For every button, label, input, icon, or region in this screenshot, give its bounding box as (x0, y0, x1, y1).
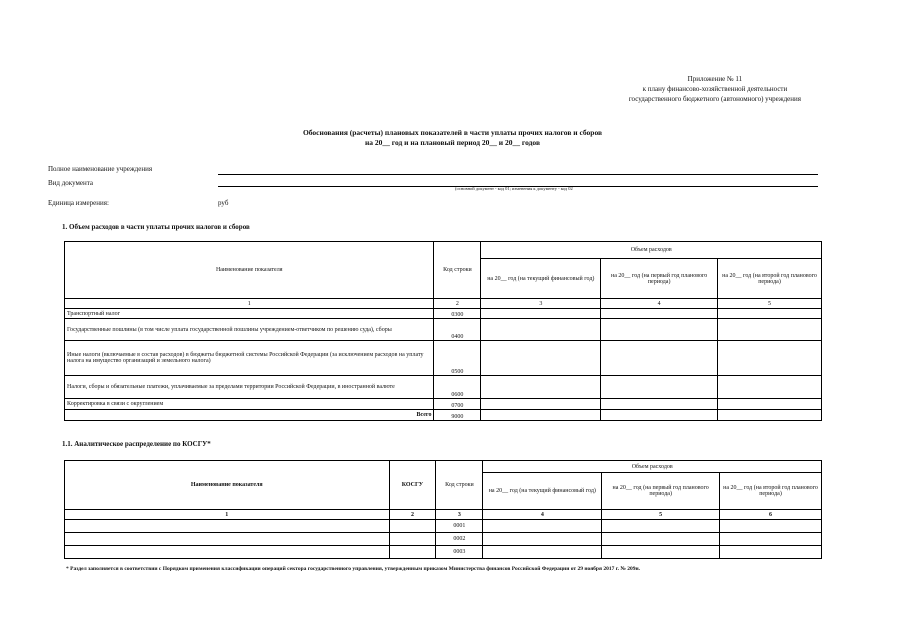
appendix-note (629, 74, 801, 104)
value-cell[interactable] (601, 309, 718, 319)
value-cell[interactable] (481, 341, 601, 376)
org-name-label: Полное наименование учреждения (48, 165, 153, 173)
title-line-2: на 20__ год и на плановый период 20__ и 20__ годов (364, 138, 541, 147)
value-cell[interactable] (718, 399, 822, 410)
value-cell[interactable] (720, 546, 822, 559)
value-cell[interactable] (718, 376, 822, 399)
total-label: Всего (65, 410, 434, 421)
name-cell[interactable] (65, 546, 390, 559)
kosgu-cell[interactable] (389, 533, 436, 546)
value-cell[interactable] (481, 410, 601, 421)
row-code: 0001 (436, 520, 483, 533)
value-cell[interactable] (718, 341, 822, 376)
appendix-number: Приложение № 11 (687, 75, 743, 83)
kosgu-table (64, 460, 822, 559)
row-code: 0500 (434, 341, 481, 376)
value-cell[interactable] (718, 319, 822, 341)
table-row (65, 341, 822, 376)
col-header-kosgu: КОСГУ (389, 461, 436, 510)
table-row (65, 309, 822, 319)
section2-heading: 1.1. Аналитическое распределение по КОСГУ* (62, 440, 211, 448)
title-line-1: Обоснования (расчеты) плановых показателей в части уплаты прочих налогов и сборов (302, 128, 603, 137)
value-cell[interactable] (720, 520, 822, 533)
value-cell[interactable] (602, 520, 720, 533)
col-number: 1 (65, 299, 434, 309)
section1-heading: 1. Объем расходов в части уплаты прочих налогов и сборов (62, 223, 250, 231)
col-number: 6 (720, 510, 822, 520)
col-header-year2: на 20__ год (на первый год планового периода) (602, 473, 720, 510)
col-number: 5 (602, 510, 720, 520)
org-name-field[interactable] (218, 174, 818, 175)
name-cell[interactable] (65, 520, 390, 533)
value-cell[interactable] (601, 399, 718, 410)
row-name: Иные налоги (включаемые в состав расходов) в бюджеты бюджетной системы Российской Федерации (за исключением расходов на уплату налога на имущество организаций и земельного налога) (65, 341, 434, 376)
value-cell[interactable] (481, 399, 601, 410)
col-header-group: Объем расходов (481, 242, 822, 259)
kosgu-cell[interactable] (389, 520, 436, 533)
table-row (65, 533, 822, 546)
row-code: 0400 (434, 319, 481, 341)
col-number: 3 (436, 510, 483, 520)
row-code: 0300 (434, 309, 481, 319)
doctype-hint: (основной документ - код 01; изменения к документу - код 02 (455, 186, 573, 191)
col-header-code: Код строки (436, 461, 483, 510)
value-cell[interactable] (483, 546, 602, 559)
col-number: 2 (434, 299, 481, 309)
appendix-plan-ref: к плану финансово-хозяйственной деятельности (642, 85, 788, 93)
col-number: 1 (65, 510, 390, 520)
col-header-year1: на 20__ год (на текущий финансовый год) (481, 259, 601, 299)
row-code: 0003 (436, 546, 483, 559)
col-header-year3: на 20__ год (на второй год планового периода) (718, 259, 822, 299)
col-header-code: Код строки (434, 242, 481, 299)
table-row (65, 319, 822, 341)
value-cell[interactable] (483, 520, 602, 533)
col-header-name: Наименование показателя (65, 242, 434, 299)
row-name: Транспортный налог (65, 309, 434, 319)
value-cell[interactable] (481, 376, 601, 399)
row-name: Корректировка в связи с округлением (65, 399, 434, 410)
col-header-year1: на 20__ год (на текущий финансовый год) (483, 473, 602, 510)
total-code: 9000 (434, 410, 481, 421)
col-header-year2: на 20__ год (на первый год планового периода) (601, 259, 718, 299)
table-row (65, 399, 822, 410)
row-code: 0700 (434, 399, 481, 410)
appendix-institution-ref: государственного бюджетного (автономного) учреждения (628, 95, 801, 103)
value-cell[interactable] (481, 319, 601, 341)
table-row (65, 376, 822, 399)
row-code: 0600 (434, 376, 481, 399)
col-header-name: Наименование показателя (65, 461, 390, 510)
table-row (65, 546, 822, 559)
value-cell[interactable] (718, 410, 822, 421)
col-header-year3: на 20__ год (на второй год планового периода) (720, 473, 822, 510)
table-row (65, 520, 822, 533)
unit-value: руб (218, 199, 229, 207)
value-cell[interactable] (601, 376, 718, 399)
unit-label: Единица измерения: (48, 199, 109, 207)
document-title (0, 128, 905, 148)
value-cell[interactable] (720, 533, 822, 546)
value-cell[interactable] (718, 309, 822, 319)
value-cell[interactable] (601, 319, 718, 341)
footnote: * Раздел заполняется в соответствии с Порядком применения классификации операций сектора государственного управления, утвержденным приказом Министерства финансов Российской Федерации от 29 ноября 2017 г. № 209н. (66, 566, 641, 572)
row-name: Государственные пошлины (в том числе уплата государственной пошлины учреждением-ответчиком по решению суда), сборы (65, 319, 434, 341)
value-cell[interactable] (602, 546, 720, 559)
value-cell[interactable] (481, 309, 601, 319)
col-number: 5 (718, 299, 822, 309)
col-number: 3 (481, 299, 601, 309)
col-number: 2 (389, 510, 436, 520)
expense-table (64, 241, 822, 421)
row-name: Налоги, сборы и обязательные платежи, уплачиваемые за пределами территории Российской Федерации, в иностранной валюте (65, 376, 434, 399)
col-number: 4 (601, 299, 718, 309)
total-row (65, 410, 822, 421)
doctype-label: Вид документа (48, 179, 94, 187)
col-number: 4 (483, 510, 602, 520)
name-cell[interactable] (65, 533, 390, 546)
col-header-group: Объем расходов (483, 461, 822, 473)
kosgu-cell[interactable] (389, 546, 436, 559)
value-cell[interactable] (601, 410, 718, 421)
row-code: 0002 (436, 533, 483, 546)
value-cell[interactable] (601, 341, 718, 376)
value-cell[interactable] (602, 533, 720, 546)
value-cell[interactable] (483, 533, 602, 546)
